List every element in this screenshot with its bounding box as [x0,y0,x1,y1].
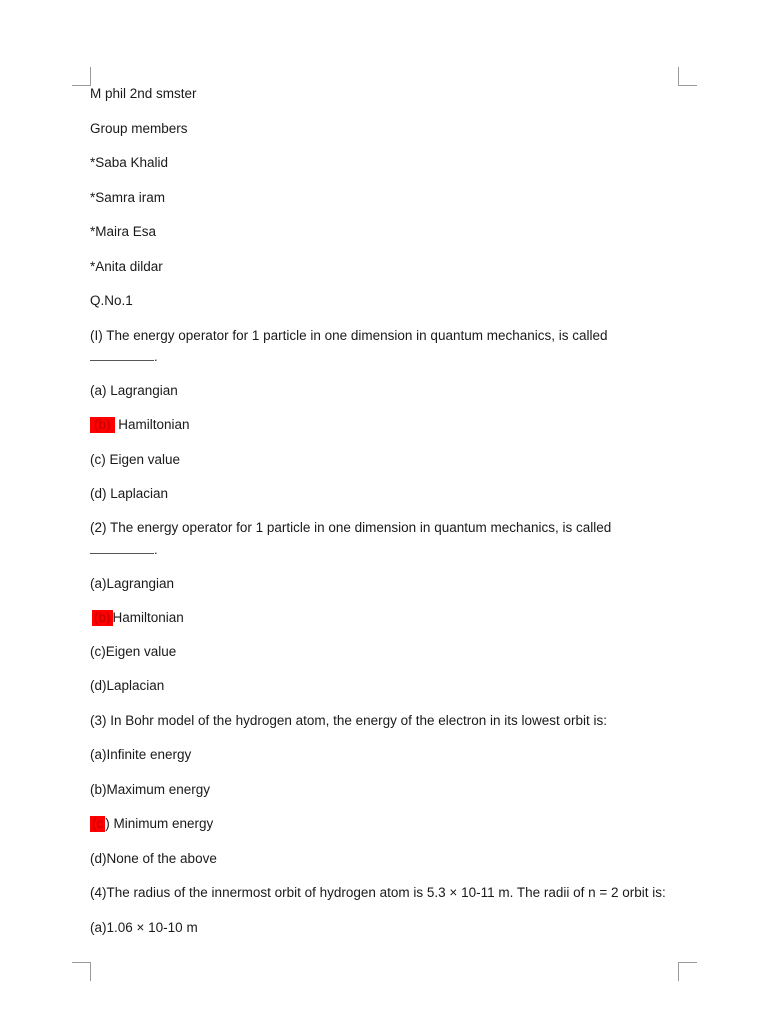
margin-corner-top-left [72,67,91,86]
q1-option-d: (d) Laplacian [90,486,169,501]
q2-answer-blank [90,553,154,554]
q4-stem: (4)The radius of the innermost orbit of hydrogen atom is 5.3 × 10-11 m. The radii of n = 2 orbit is: [90,885,666,900]
q1-option-b [90,417,190,433]
q1-answer-blank [90,360,154,361]
section-heading: Q.No.1 [90,293,133,308]
member-1: *Saba Khalid [90,155,169,170]
group-title: Group members [90,121,188,136]
member-3: *Maira Esa [90,224,157,239]
q4-option-a: (a)1.06 × 10-10 m [90,920,198,935]
q2-option-a: (a)Lagrangian [90,576,175,591]
q3-option-b: (b)Maximum energy [90,782,211,797]
q3-option-d: (d)None of the above [90,851,217,866]
q1-option-c: (c) Eigen value [90,452,181,467]
margin-corner-bottom-left [72,962,91,981]
q3-option-a: (a)Infinite energy [90,747,192,762]
q1-stem: (I) The energy operator for 1 particle in one dimension in quantum mechanics, is called [90,328,608,343]
margin-corner-bottom-right [678,962,697,981]
member-2: *Samra iram [90,190,166,205]
q2-option-d: (d)Laplacian [90,678,165,693]
course-line: M phil 2nd smster [90,86,197,101]
q3-option-c-text: ) Minimum energy [105,816,214,831]
q2-option-c: (c)Eigen value [90,644,177,659]
member-4: *Anita dildar [90,259,163,274]
q2-option-b [90,610,184,626]
q3-stem: (3) In Bohr model of the hydrogen atom, the energy of the electron in its lowest orbit is: [90,713,608,728]
margin-corner-top-right [678,67,697,86]
q2-answer-highlight: (b) [94,610,111,625]
q1-blank-end: . [154,349,158,364]
q2-blank-end: . [154,542,158,557]
q1-option-a: (a) Lagrangian [90,383,178,398]
q2-stem: (2) The energy operator for 1 particle in one dimension in quantum mechanics, is called [90,520,612,535]
q1-option-b-text: Hamiltonian [114,417,190,432]
q3-option-c [90,816,213,832]
q1-answer-highlight: (b) [90,417,115,433]
q3-answer-highlight: (c [92,816,104,831]
q2-option-b-text: Hamiltonian [112,610,184,625]
